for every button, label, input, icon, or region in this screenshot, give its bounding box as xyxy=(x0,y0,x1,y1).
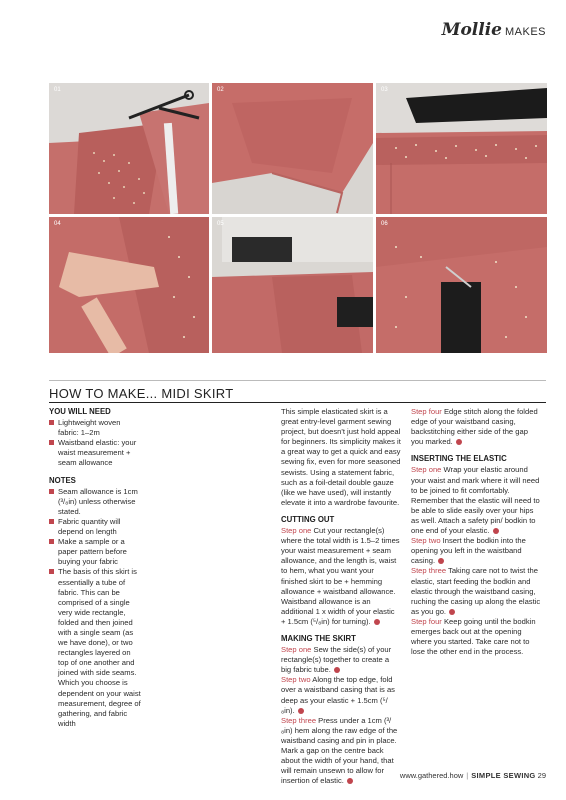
photo-ref-icon xyxy=(438,558,444,564)
list-item: The basis of this skirt is essentially a tube of fabric. This can be comprised of a single very wide rectangle, folded and then joined with a single seam (as we have done), or two rectangles layered on top of one another and joined with side seams. Which you choose is dependent on your waist measurement, degree of gathering, and fabric width xyxy=(49,567,141,729)
photo-number: 01 xyxy=(54,87,61,93)
step-label: Step two xyxy=(281,675,311,685)
inserting-step-four xyxy=(411,617,541,657)
photo-04 xyxy=(49,217,209,353)
step-text: Sew the side(s) of your rectangle(s) together to create a big fabric tube. xyxy=(281,645,392,675)
photo-01 xyxy=(49,83,209,214)
brand-script: Mollie xyxy=(441,20,502,40)
making-step-three xyxy=(281,716,401,787)
inserting-step-two xyxy=(411,536,541,566)
notes-list xyxy=(49,487,141,729)
photo-number: 03 xyxy=(381,87,388,93)
photo-ref-icon xyxy=(374,619,380,625)
you-will-need-heading: YOU WILL NEED xyxy=(49,407,111,416)
photo-06 xyxy=(376,217,547,353)
step-label: Step one xyxy=(411,465,442,475)
step-text: Taking care not to twist the elastic, start feeding the bodkin and elastic through the waistband casing, ruching the casing up along the elastic as you go. xyxy=(411,566,541,616)
making-step-four xyxy=(411,407,541,447)
step-text: Keep going until the bodkin emerges back out at the opening where you started. Take care not to lose the other end in the process. xyxy=(411,616,536,657)
photo-02 xyxy=(212,83,373,214)
page-title: HOW TO MAKE... MIDI SKIRT xyxy=(49,386,234,401)
step-text: Press under a 1cm (³/₈in) hem along the raw edge of the waistband casing and pin in place. Mark a gap on the centre back about the width of your hand, that will remain unsewn to allow for insertion of elastic. xyxy=(281,715,398,786)
page-number: 29 xyxy=(537,771,546,780)
column-instructions-2 xyxy=(411,407,541,657)
making-step-two xyxy=(281,675,401,715)
step-label: Step four xyxy=(411,407,442,416)
step-text: Wrap your elastic around your waist and mark where it will need to be joined to fit comfortably. Remember that the elastic will need to be able to slide easily over your hips as well. Attach a safety pin/ bodkin to one end of your elastic. xyxy=(411,465,540,536)
photo-number: 05 xyxy=(217,221,224,227)
photo-ref-icon xyxy=(449,609,455,615)
page-footer xyxy=(400,771,546,780)
list-item: Lightweight woven fabric: 1–2m xyxy=(49,418,141,438)
magazine-name: SIMPLE SEWING xyxy=(471,771,536,780)
intro-paragraph: This simple elasticated skirt is a great entry-level garment sewing project, but doesn't just hold appeal for beginners. Its simplicity makes it a great way to get a quick and easy sewing fix, even for more seasoned sewists. Using a statement fabric, such as a foil-detail double gauze (like we have used), will instantly elevate it into a wardrobe favourite. xyxy=(281,407,401,507)
making-step-one xyxy=(281,645,401,675)
photo-ref-icon xyxy=(347,778,353,784)
step-label: Step one xyxy=(281,645,312,655)
photo-05 xyxy=(212,217,373,353)
photo-ref-icon xyxy=(298,708,304,714)
step-text: Along the top edge, fold over a waistband casing that is as deep as your elastic + 1.5cm (⁵/₈in). xyxy=(281,675,395,715)
inserting-step-three xyxy=(411,566,541,616)
photo-number: 06 xyxy=(381,221,388,227)
step-text: Cut your rectangle(s) where the total width is 1.5–2 times your waist measurement + seam allowance, and the length is, waist to hem, what you want your finished skirt to be + hemming allowance + waistband allowance. Waistband allowance is an additional 1 x width of your elastic + 1.5cm (⁵/₈in) for turning). xyxy=(281,526,400,626)
step-label: Step four xyxy=(411,616,442,626)
brand-word: MAKES xyxy=(504,26,546,38)
brand-logo xyxy=(442,20,546,40)
list-item: Seam allowance is 1cm (³/₈in) unless otherwise stated. xyxy=(49,487,141,517)
photo-ref-icon xyxy=(456,439,462,445)
inserting-step-one xyxy=(411,465,541,536)
photo-grid xyxy=(49,83,547,353)
photo-03 xyxy=(376,83,547,214)
you-will-need-list xyxy=(49,418,141,468)
step-label: Step three xyxy=(281,715,317,725)
list-item: Fabric quantity will depend on length xyxy=(49,517,141,537)
footer-url[interactable]: www.gathered.how xyxy=(399,771,464,780)
notes-heading: NOTES xyxy=(49,475,76,485)
photo-ref-icon xyxy=(493,528,499,534)
inserting-heading: INSERTING THE ELASTIC xyxy=(411,454,507,464)
step-label: Step two xyxy=(411,536,441,546)
list-item: Make a sample or a paper pattern before buying your fabric xyxy=(49,537,141,567)
step-text: Insert the bodkin into the opening you left in the waistband casing. xyxy=(411,536,526,566)
cutting-out-heading: CUTTING OUT xyxy=(281,514,335,524)
column-materials xyxy=(49,407,141,736)
step-text: Edge stitch along the folded edge of your waistband casing, backstitching either side of the gap you marked. xyxy=(411,407,538,447)
footer-separator: | xyxy=(466,771,469,780)
list-item: Waistband elastic: your waist measurement + seam allowance xyxy=(49,438,141,468)
column-instructions-1 xyxy=(281,407,401,786)
heading-rule xyxy=(49,380,546,381)
cutting-step-one xyxy=(281,526,401,627)
photo-number: 02 xyxy=(217,87,224,93)
making-heading: MAKING THE SKIRT xyxy=(281,633,356,643)
title-rule xyxy=(49,402,546,403)
step-label: Step three xyxy=(411,566,447,576)
photo-ref-icon xyxy=(334,667,340,673)
step-label: Step one xyxy=(281,526,312,536)
photo-number: 04 xyxy=(54,221,61,227)
